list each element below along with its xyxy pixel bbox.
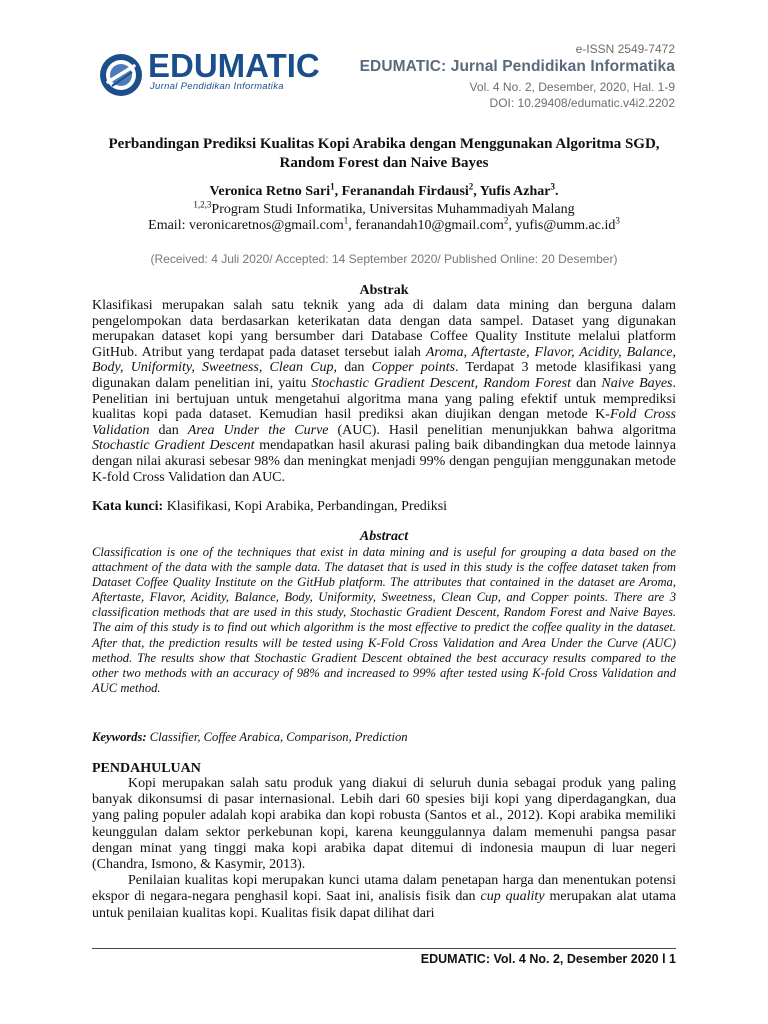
abstrak-heading: Abstrak <box>359 283 409 298</box>
issn: e-ISSN 2549-7472 <box>575 42 675 56</box>
abstract-heading: Abstract <box>359 529 409 544</box>
logo-text: EDUMATIC <box>148 47 320 84</box>
author-name: Yufis Azhar <box>479 184 551 199</box>
received-dates: (Received: 4 Juli 2020/ Accepted: 14 September 2020/ Published Online: 20 Desember) <box>150 252 618 266</box>
paragraph: Penilaian kualitas kopi merupakan kunci utama dalam penetapan harga dan menentukan potensi ekspor di negara-negara penghasil kopi. Saat ini, analisis fisik dan cup quality merupakan alat utama untuk penilaian kualitas kopi. Kualitas fisik dapat dilihat dari <box>92 873 676 921</box>
page-footer: EDUMATIC: Vol. 4 No. 2, Desember 2020 l 1 <box>420 952 676 966</box>
email-link[interactable]: yufis@umm.ac.id <box>515 218 616 233</box>
authors: Veronica Retno Sari$^1$, Feranandah Firdausi$^2$, Yufis Azhar$^3$. <box>209 181 559 199</box>
paper-title: Perbandingan Prediksi Kualitas Kopi Arabika dengan Menggunakan Algoritma SGD, Random Forest dan Naive Bayes <box>108 136 660 171</box>
kata-kunci: Kata kunci: Klasifikasi, Kopi Arabika, Perbandingan, Prediksi <box>92 499 448 514</box>
logo-subtitle: Jurnal Pendidikan Informatika <box>150 81 284 92</box>
journal-logo <box>98 47 320 100</box>
pendahuluan-heading: PENDAHULUAN <box>92 761 201 776</box>
keywords: Keywords: Classifier, Coffee Arabica, Comparison, Prediction <box>92 730 408 744</box>
journal-name: EDUMATIC: Jurnal Pendidikan Informatika <box>359 58 675 75</box>
footer-divider <box>92 948 676 949</box>
paragraph: Kopi merupakan salah satu produk yang diakui di seluruh dunia sebagai produk yang paling banyak dikonsumsi di pasar internasional. Lebih dari 60 spesies biji kopi yang diperdagangkan, dua yang paling populer adalah kopi arabika dan kopi robusta (Santos et al., 2012). Kopi arabika memiliki keunggulan dalam sektor perkebunan kopi, karena keunggulannya dalam memenuhi pangsa pasar dengan minat yang tinggi maka kopi arabika dapat ditemui di indonesia maupun di luar negeri (Chandra, Ismono, & Kasymir, 2013). <box>92 776 676 873</box>
pendahuluan-body <box>92 776 676 922</box>
doi: DOI: 10.29408/edumatic.v4i2.2202 <box>489 96 675 110</box>
email-link[interactable]: feranandah10@gmail.com <box>355 218 504 233</box>
author-name: Veronica Retno Sari <box>209 184 331 199</box>
email-link[interactable]: veronicaretnos@gmail.com <box>188 218 344 233</box>
affiliation: $^{1,2,3}$Program Studi Informatika, Universitas Muhammadiyah Malang <box>193 199 575 217</box>
abstrak-body: Klasifikasi merupakan salah satu teknik yang ada di dalam data mining dan berguna dalam pengelompokan data berdasarkan keterikatan data dengan data sampel. Dataset yang digunakan merupakan dataset kopi yang bersumber dari Database Coffee Quality Institute melalui platform GitHub. Atribut yang terdapat pada dataset tersebut ialah Aroma, Aftertaste, Flavor, Acidity, Balance, Body, Uniformity, Sweetness, Clean Cup, dan Copper points. Terdapat 3 metode klasifikasi yang digunakan dalam penelitian ini, yaitu Stochastic Gradient Descent, Random Forest dan Naive Bayes. Penelitian ini bertujuan untuk mengetahui algoritma mana yang paling efektif untuk memprediksi kualitas kopi pada dataset. Kemudian hasil prediksi akan diujikan dengan metode K-Fold Cross Validation dan Area Under the Curve (AUC). Hasil penelitian menunjukkan bahwa algoritma Stochastic Gradient Descent mendapatkan hasil akurasi paling baik dibandingkan dua metode lainnya dengan nilai akurasi sebesar 98% dan meningkat menjadi 99% dengan pengujian menggunakan metode K-fold Cross Validation dan AUC. <box>92 298 677 485</box>
abstract-body: Classification is one of the techniques that exist in data mining and is useful for grouping a data based on the attachment of the data with the sample data. The dataset that is used in this study is the coffee dataset taken from Dataset Coffee Quality Institute on the GitHub platform. The attributes that contained in the dataset are Aroma, Aftertaste, Flavor, Acidity, Balance, Body, Uniformity, Sweetness, Clean Cup, and Copper points. There are 3 classification methods that are used in this study, Stochastic Gradient Descent, Random Forest and Naive Bayes. The aim of this study is to find out which algorithm is the most effective to predict the coffee quality in the dataset. After that, the prediction results will be tested using K-Fold Cross Validation and Area Under the Curve (AUC) method. The results show that Stochastic Gradient Descent obtained the best accuracy results compared to the other two methods with an accuracy of 98% and increased to 99% after tested using K-fold Cross Validation and AUC method. <box>92 545 676 695</box>
edumatic-emblem-icon <box>98 52 144 98</box>
emails: Email: veronicaretnos@gmail.com$^1$, feranandah10@gmail.com$^2$, $yufis@umm.ac.id^3$ <box>148 215 620 233</box>
page-number: 1 <box>669 952 676 966</box>
volume-info: Vol. 4 No. 2, Desember, 2020, Hal. 1-9 <box>469 80 675 94</box>
author-name: Feranandah Firdausi <box>341 184 469 199</box>
